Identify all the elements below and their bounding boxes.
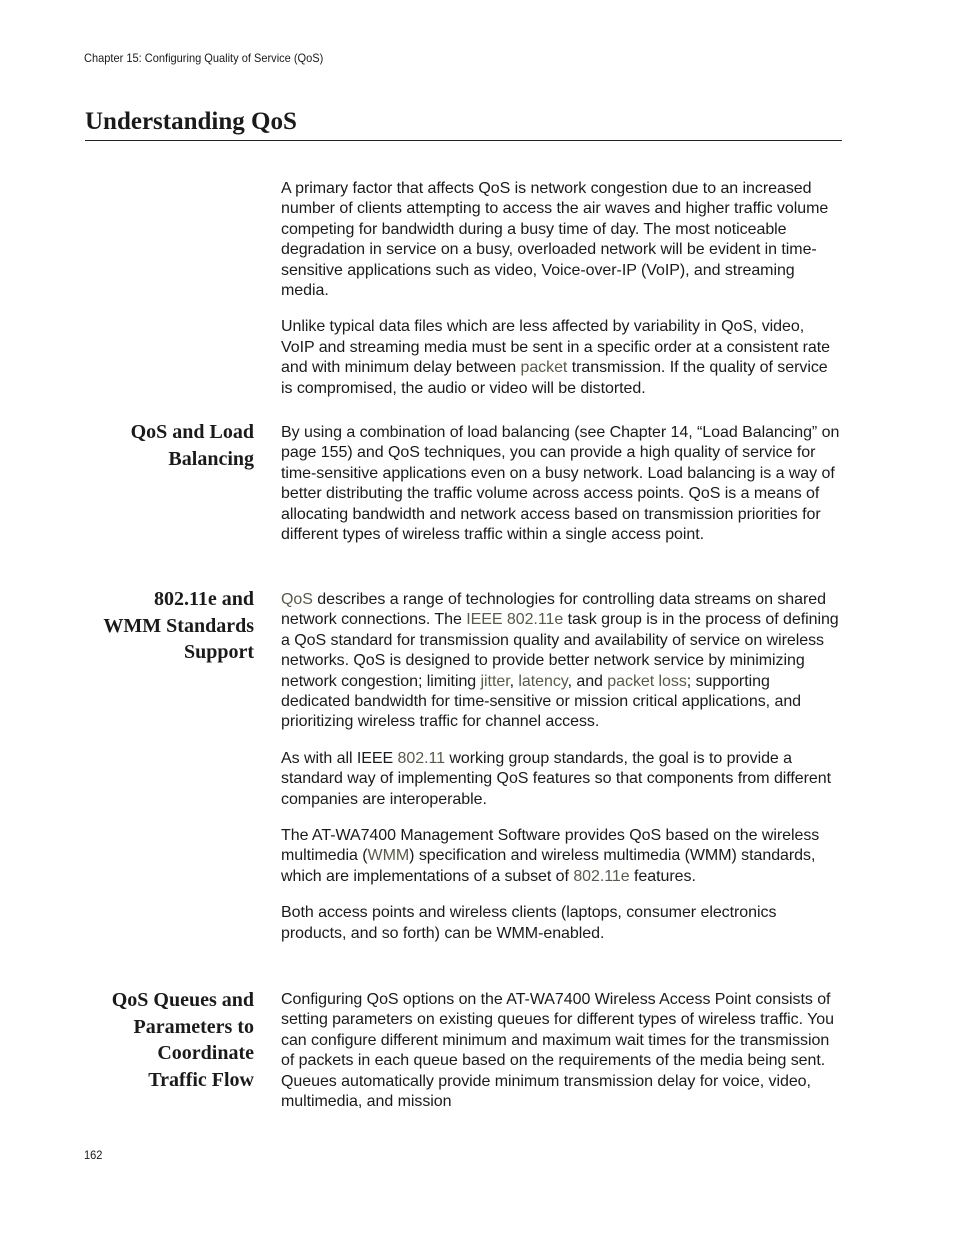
heading-line: Parameters to: [133, 1015, 254, 1038]
queues-heading: [112, 987, 254, 1093]
intro-paragraph-2: [281, 317, 841, 399]
text-run: ,: [509, 672, 519, 690]
heading-line: QoS Queues and: [111, 989, 254, 1011]
glossary-link-ieee-80211e[interactable]: IEEE 802.11e: [466, 611, 564, 629]
text-run: ; supporting dedicated bandwidth for time-sensitive or mission critical applications, and prioritizing wireless traffic for channel access.: [281, 672, 802, 731]
intro-body: [281, 179, 841, 415]
text-run: Unlike typical data files which are less affected by variability in QoS, video, VoIP and streaming media must be sent in a specific order at a consistent rate and with minimum delay between: [281, 318, 830, 377]
wmm-body: [281, 590, 841, 960]
glossary-link-qos[interactable]: QoS: [281, 591, 313, 608]
load-balancing-heading: [131, 419, 254, 472]
glossary-link-jitter[interactable]: jitter: [480, 672, 510, 690]
heading-line: WMM Standards: [103, 614, 254, 637]
heading-line: Balancing: [168, 447, 254, 470]
text-run: As with all IEEE: [281, 749, 398, 767]
wmm-heading: [103, 586, 254, 666]
queues-body: [281, 990, 841, 1128]
wmm-paragraph-2: [281, 749, 841, 810]
glossary-link-packet-loss[interactable]: packet loss: [607, 672, 687, 690]
glossary-link-80211[interactable]: 802.11: [397, 749, 445, 767]
glossary-link-latency[interactable]: latency: [518, 672, 568, 690]
glossary-link-80211e[interactable]: 802.11e: [573, 867, 630, 885]
intro-paragraph-1: A primary factor that affects QoS is network congestion due to an increased number of clients attempting to access the air waves and higher traffic volume competing for bandwidth during a busy time of day. The most noticeable degradation in service on a busy, overloaded network will be evident in time-sensitive applications such as video, Voice-over-IP (VoIP), and streaming media.: [281, 180, 829, 300]
heading-line: QoS and Load: [130, 421, 254, 443]
heading-line: Traffic Flow: [148, 1068, 254, 1091]
heading-line: 802.11e and: [153, 588, 254, 610]
glossary-link-packet[interactable]: packet: [520, 359, 568, 377]
page-title: Understanding QoS: [85, 108, 297, 135]
text-run: features.: [629, 867, 696, 885]
text-run: The AT-WA7400 Management Software provides QoS based on the wireless multimedia (: [281, 827, 820, 865]
title-rule: [85, 140, 842, 141]
heading-line: Support: [183, 641, 254, 663]
wmm-paragraph-4: Both access points and wireless clients (laptops, consumer electronics products, and so forth) can be WMM-enabled.: [281, 904, 777, 942]
wmm-paragraph-3: [281, 826, 841, 887]
heading-line: Coordinate: [157, 1042, 254, 1064]
glossary-link-wmm[interactable]: WMM: [367, 847, 410, 865]
running-head: Chapter 15: Configuring Quality of Service (QoS): [84, 51, 324, 65]
text-run: describes a range of technologies for controlling data streams on shared network connections. The: [281, 591, 826, 629]
wmm-paragraph-1: [281, 590, 841, 733]
load-balancing-paragraph-1: By using a combination of load balancing (see Chapter 14, “Load Balancing” on page 155) and QoS techniques, you can provide a high quality of service for time-sensitive applications even on a busy network. Load balancing is a way of better distributing the traffic volume across access points. QoS is a means of allocating bandwidth and network access based on transmission priorities for different types of wireless traffic within a single access point.: [281, 424, 840, 544]
load-balancing-body: [281, 423, 841, 561]
page-number: 162: [84, 1148, 103, 1162]
queues-paragraph-1: Configuring QoS options on the AT-WA7400 Wireless Access Point consists of setting parameters on existing queues for different types of wireless traffic. You can configure different minimum and maximum wait times for the transmission of packets in each queue based on the requirements of the media being sent. Queues automatically provide minimum transmission delay for voice, video, multimedia, and mission: [281, 991, 834, 1111]
text-run: , and: [567, 672, 608, 690]
text-run: working group standards, the goal is to provide a standard way of implementing QoS features so that components from different companies are interoperable.: [281, 749, 832, 808]
text-run: task group is in the process of defining a QoS standard for transmission quality and availability of service on wireless networks. QoS is designed to provide better network service by minimizing network congestion; limiting: [281, 611, 839, 690]
text-run: ) specification and wireless multimedia (WMM) standards, which are implementations of a subset of: [281, 847, 816, 885]
text-run: transmission. If the quality of service is compromised, the audio or video will be distorted.: [281, 359, 828, 397]
